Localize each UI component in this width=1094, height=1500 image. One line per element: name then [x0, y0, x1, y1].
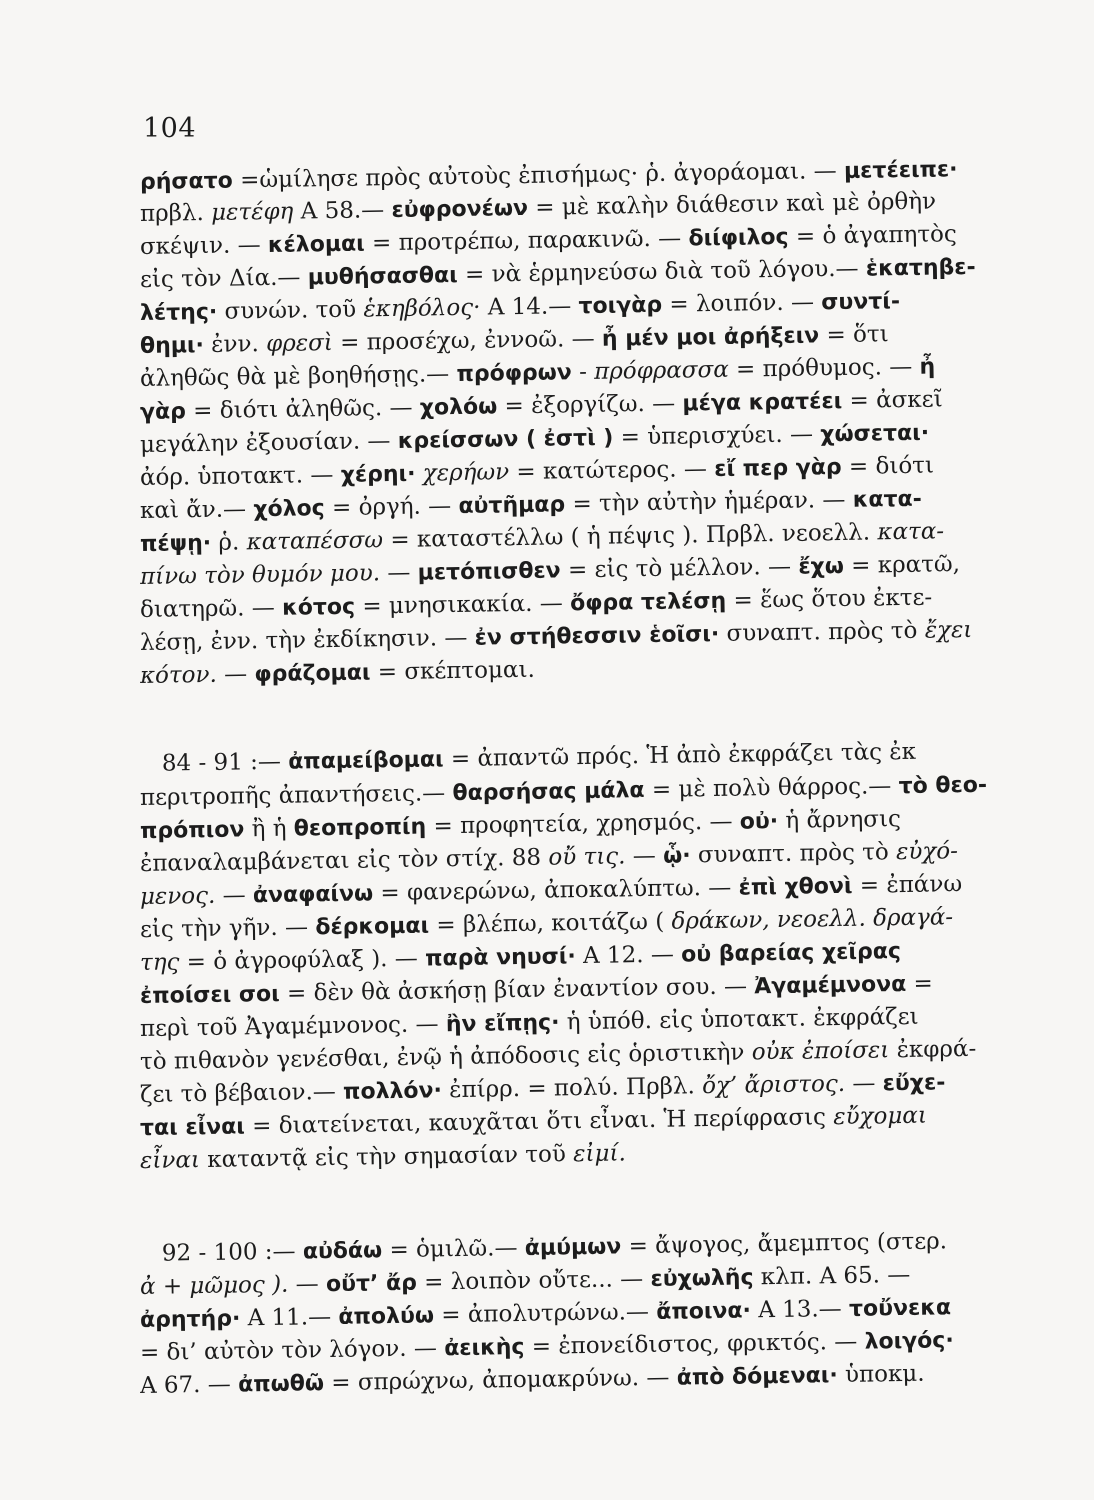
lemma: ἀπωθῶ	[237, 1371, 325, 1398]
lemma: εὐχωλῆς	[650, 1265, 754, 1292]
gloss-text: = ὁ ἀγροφύλαξ ). —	[179, 945, 426, 976]
gloss-text: ἢ ἡ	[244, 815, 295, 843]
italic-text: οὔ τις.	[548, 843, 626, 871]
gloss-text: = κρατῶ,	[843, 551, 961, 579]
gloss-text: = διατείνεται, καυχᾶται ὅτι εἶναι. Ἡ περίφρασις	[244, 1104, 834, 1140]
gloss-text: —	[844, 1070, 883, 1097]
gloss-text: = λοιπὸν οὔτε... —	[416, 1265, 651, 1296]
lemma: λοιγός·	[864, 1328, 954, 1355]
gloss-text: = προτρέπω, παρακινῶ. —	[364, 225, 689, 257]
italic-text: ἑκηβόλος·	[363, 294, 481, 323]
italic-text: πίνω τὸν θυμόν μου.	[139, 560, 381, 590]
gloss-text: ἐνν.	[203, 331, 267, 358]
gloss-text: σκέψιν. —	[139, 231, 269, 260]
lemma: ἐποίσει σοι	[139, 981, 280, 1009]
gloss-text: = δὲν θὰ ἀσκήσῃ βίαν ἐναντίον σου. —	[279, 973, 755, 1007]
lemma: οὐ·	[739, 808, 779, 835]
gloss-text: = σκέπτομαι.	[370, 656, 536, 686]
lemma: ἀεικὴς	[444, 1334, 525, 1362]
lemma: μέγα κρατέει	[682, 388, 843, 417]
lemma: ἀπολύω	[338, 1303, 435, 1330]
lemma: εἴ περ γὰρ	[714, 454, 842, 482]
gloss-text: = σπρώχνω, ἀπομακρύνω. —	[323, 1364, 677, 1397]
gloss-text: = πρόθυμος. —	[728, 353, 920, 383]
gloss-text: ὑποκμ.	[837, 1360, 925, 1389]
gloss-text: = μὲ πολὺ θάρρος.—	[644, 773, 899, 804]
italic-text: δράκων, νεοελλ. δραγά-	[671, 904, 954, 935]
lemma: θημι·	[139, 332, 205, 359]
page-number: 104	[143, 113, 197, 144]
lemma: οὔτ’ ἄρ	[325, 1270, 418, 1298]
lemma: τὸ θεο-	[898, 772, 988, 800]
gloss-text: κλπ. Α 65. —	[753, 1261, 911, 1291]
lemma: χόλος	[253, 496, 325, 523]
italic-text: κότον.	[139, 661, 217, 689]
lemma: μυθήσασθαι	[307, 263, 458, 291]
lemma: τοιγὰρ	[578, 292, 663, 320]
gloss-text: = εἰς τὸ μέλλον. —	[560, 553, 799, 584]
lemma: αὐτῆμαρ	[458, 492, 566, 519]
gloss-text: Α 13.—	[750, 1295, 850, 1324]
gloss-text: περιτροπῆς ἀπαντήσεις.—	[139, 780, 453, 811]
lemma: ᾧ·	[662, 843, 691, 869]
italic-text: ὄχ’ ἄριστος.	[701, 1070, 846, 1100]
gloss-text: —	[379, 559, 418, 587]
lemma: πρόφρων	[456, 360, 572, 388]
lemma: μετόπισθεν	[417, 558, 561, 586]
gloss-text: = λοιπόν. —	[661, 289, 822, 318]
gloss-text: = προφητεία, χρησμός. —	[425, 808, 740, 840]
lemma: ἔχω	[798, 553, 845, 580]
gloss-text: —	[288, 1271, 327, 1298]
lemma: πέψῃ·	[139, 530, 212, 557]
lemma: ται εἶναι	[139, 1114, 246, 1141]
gloss-text: —	[216, 661, 255, 688]
gloss-text: εἰς τὴν γῆν. —	[139, 914, 316, 943]
lemma: ἦ μέν μοι ἀρήξειν	[601, 323, 820, 352]
gloss-text: —	[215, 882, 254, 909]
lemma: πολλόν·	[342, 1078, 443, 1105]
gloss-text: = φανερώνω, ἀποκαλύπτω. —	[372, 874, 739, 907]
gloss-text: = ἄψογος, ἄμεμπτος (στερ.	[621, 1228, 948, 1260]
lemma: κρείσσων ( ἐστὶ )	[397, 425, 614, 454]
gloss-text: πρβλ.	[139, 199, 212, 227]
gloss-text: ἐκφρά-	[889, 1035, 977, 1064]
italic-text: εὔχομαι	[833, 1102, 928, 1131]
lemma: οὐ βαρείας χεῖρας	[680, 939, 902, 968]
lemma: πρόπιον	[139, 817, 245, 844]
gloss-text: διατηρῶ. —	[139, 594, 283, 623]
gloss-text: ζει τὸ βέβαιον.—	[139, 1078, 344, 1108]
lemma: ρήσατο	[139, 168, 233, 195]
lemma: φράζομαι	[254, 660, 371, 688]
lemma: εὔχε-	[882, 1070, 946, 1097]
lemma: εὐφρονέων	[391, 195, 529, 224]
gloss-text: = ἀσκεῖ	[841, 386, 943, 414]
gloss-text: ἡ ὑπόθ. εἰς ὑποτακτ. ἐκφράζει	[559, 1003, 919, 1036]
gloss-text: = τὴν αὐτὴν ἡμέραν. —	[564, 486, 853, 518]
lemma: μετέειπε·	[843, 157, 958, 184]
gloss-text: ῥ.	[210, 529, 247, 556]
gloss-text: περὶ τοῦ Ἀγαμέμνονος. —	[139, 1011, 447, 1042]
gloss-text: ἐπίρρ. = πολύ. Πρβλ.	[441, 1073, 703, 1104]
gloss-text: = βλέπω, κοιτάζω (	[428, 908, 672, 939]
lemma: ἀμύμων	[524, 1234, 622, 1261]
gloss-text: = νὰ ἑρμηνεύσω διὰ τοῦ λόγου.—	[457, 255, 867, 289]
gloss-text: = ἐπονείδιστος, φρικτός. —	[524, 1328, 865, 1360]
italic-text: μετέφη	[210, 198, 294, 226]
gloss-text: = προσέχω, ἐννοῶ. —	[332, 325, 603, 356]
gloss-text: = ὑπερισχύει. —	[613, 421, 821, 451]
lemma: ἦ	[919, 354, 936, 380]
lemma: θαρσήσας μάλα	[452, 778, 645, 807]
gloss-text: Α 11.—	[240, 1303, 339, 1332]
italic-text: μενος.	[139, 882, 216, 910]
gloss-text: 84 - 91 :—	[139, 748, 289, 777]
lemma: ἀπὸ δόμεναι·	[676, 1363, 838, 1391]
italic-text: πρόφρασσα	[593, 356, 729, 385]
gloss-text: = ὁ ἀγαπητὸς	[788, 221, 958, 250]
gloss-text: = μνησικακία. —	[354, 590, 571, 620]
gloss-text: = ὁμιλῶ.—	[381, 1234, 526, 1264]
gloss-text: =	[906, 970, 934, 997]
lemma: διίφιλος	[688, 224, 789, 252]
gloss-text: = ὀργή. —	[324, 492, 459, 522]
lemma: ἀναφαίνω	[252, 881, 374, 909]
lemma: ἀρητήρ·	[139, 1306, 241, 1333]
lemma: κότος	[281, 594, 356, 621]
italic-text: ἔχει	[924, 616, 973, 644]
lemma: χολόω	[419, 394, 498, 421]
gloss-text: = διότι	[841, 452, 935, 480]
gloss-text: = δι’ αὐτὸν τὸν λόγον. —	[139, 1335, 445, 1366]
italic-text: οὐκ ἐποίσει	[751, 1037, 890, 1066]
lemma: λέτης·	[139, 299, 218, 326]
lemma: γὰρ	[139, 399, 187, 425]
italic-text: της	[139, 949, 180, 976]
lemma: ἐπὶ χθονὶ	[738, 873, 853, 901]
gloss-text: 92 - 100 :—	[139, 1238, 304, 1267]
gloss-text: Α 14.—	[480, 293, 579, 321]
lemma: συντί-	[821, 289, 901, 316]
gloss-text: = καταστέλλω ( ἡ πέψις ). Πρβλ. νεοελλ.	[382, 519, 878, 554]
gloss-text: = διότι ἀληθῶς. —	[185, 394, 420, 425]
lemma: ἢν εἴπῃς·	[445, 1010, 560, 1038]
gloss-text: Α 58.—	[293, 197, 392, 225]
lemma: θεοπροπίη	[293, 814, 427, 842]
gloss-text: = ἀπαντῶ πρός. Ἡ ἀπὸ ἐκφράζει τὰς ἐκ	[443, 738, 917, 773]
lemma: δέρκομαι	[315, 913, 430, 941]
italic-text: ἀ + μῶμος ).	[139, 1271, 289, 1300]
lemma: ἀπαμείβομαι	[288, 747, 444, 775]
gloss-text: καταντᾷ εἰς τὴν σημασίαν τοῦ	[199, 1141, 574, 1174]
gloss-text: —	[625, 842, 664, 870]
italic-text: εἶναι	[139, 1147, 201, 1174]
gloss-text: συναπτ. πρὸς τὸ	[690, 839, 897, 869]
gloss-text: = ἐπάνω	[852, 871, 963, 899]
gloss-text: λέσῃ, ἐνν. τὴν ἐκδίκησιν. —	[139, 624, 475, 656]
gloss-text: -	[571, 358, 595, 386]
gloss-text: = ἀπολυτρώνω.—	[433, 1298, 657, 1329]
gloss-text: συνών. τοῦ	[217, 296, 364, 325]
gloss-text: συναπτ. πρὸς τὸ	[718, 617, 925, 647]
lemma: Ἀγαμέμνονα	[754, 971, 907, 1000]
gloss-text: εἰς τὸν Δία.—	[139, 264, 308, 293]
gloss-text: = ἕως ὅτου ἐκτε-	[725, 584, 933, 614]
lemma: κατα-	[852, 486, 922, 513]
gloss-text: ἀληθῶς θὰ μὲ βοηθήσῃς.—	[139, 361, 457, 392]
gloss-text: Α 67. —	[139, 1371, 239, 1399]
gloss-text: ἀόρ. ὑποτακτ. —	[139, 461, 341, 491]
lemma: ἑκατηβε-	[865, 254, 976, 282]
italic-text: εὐχό-	[895, 838, 959, 866]
gloss-text: ἡ ἄρνησις	[777, 806, 902, 834]
lemma: χώσεται·	[820, 420, 930, 448]
lemma: ὄφρα τελέσῃ	[569, 588, 727, 617]
lemma: κέλομαι	[267, 231, 365, 258]
gloss-text: τὸ πιθανὸν γενέσθαι, ἐνῷ ἡ ἀπόδοσις εἰς ὁριστικὴν	[139, 1039, 752, 1075]
italic-text: χερήων	[422, 459, 510, 487]
gloss-text: ἐπαναλαμβάνεται εἰς τὸν στίχ. 88	[139, 844, 549, 877]
lemma: ἄποινα·	[656, 1298, 752, 1325]
gloss-text: = ὅτι	[818, 321, 889, 349]
gloss-text: Α 12. —	[575, 941, 682, 970]
lemma: χέρηι·	[340, 461, 416, 488]
lemma: ἐν στήθεσσιν ἑοῖσι·	[474, 621, 720, 651]
gloss-text: = μὲ καλὴν διάθεσιν καὶ μὲ ὀρθὴν	[527, 188, 937, 221]
lemma: τοὔνεκα	[848, 1295, 952, 1322]
italic-text: καταπέσσω	[246, 527, 384, 556]
lemma: παρὰ νηυσί·	[424, 944, 576, 972]
italic-text: εἰμί.	[572, 1140, 627, 1168]
gloss-text: = κατώτερος. —	[508, 455, 715, 486]
gloss-text: = ἐξοργίζω. —	[497, 390, 683, 420]
lemma: αὐδάω	[302, 1238, 383, 1265]
gloss-text: καὶ ἄν.—	[139, 496, 254, 524]
italic-text: φρεσὶ	[265, 329, 334, 358]
italic-text: κατα-	[877, 518, 945, 546]
gloss-text: =ὡμίλησε πρὸς αὐτοὺς ἐπισήμως· ῥ. ἀγοράομαι. —	[232, 157, 845, 194]
gloss-text: μεγάλην ἐξουσίαν. —	[139, 427, 398, 458]
